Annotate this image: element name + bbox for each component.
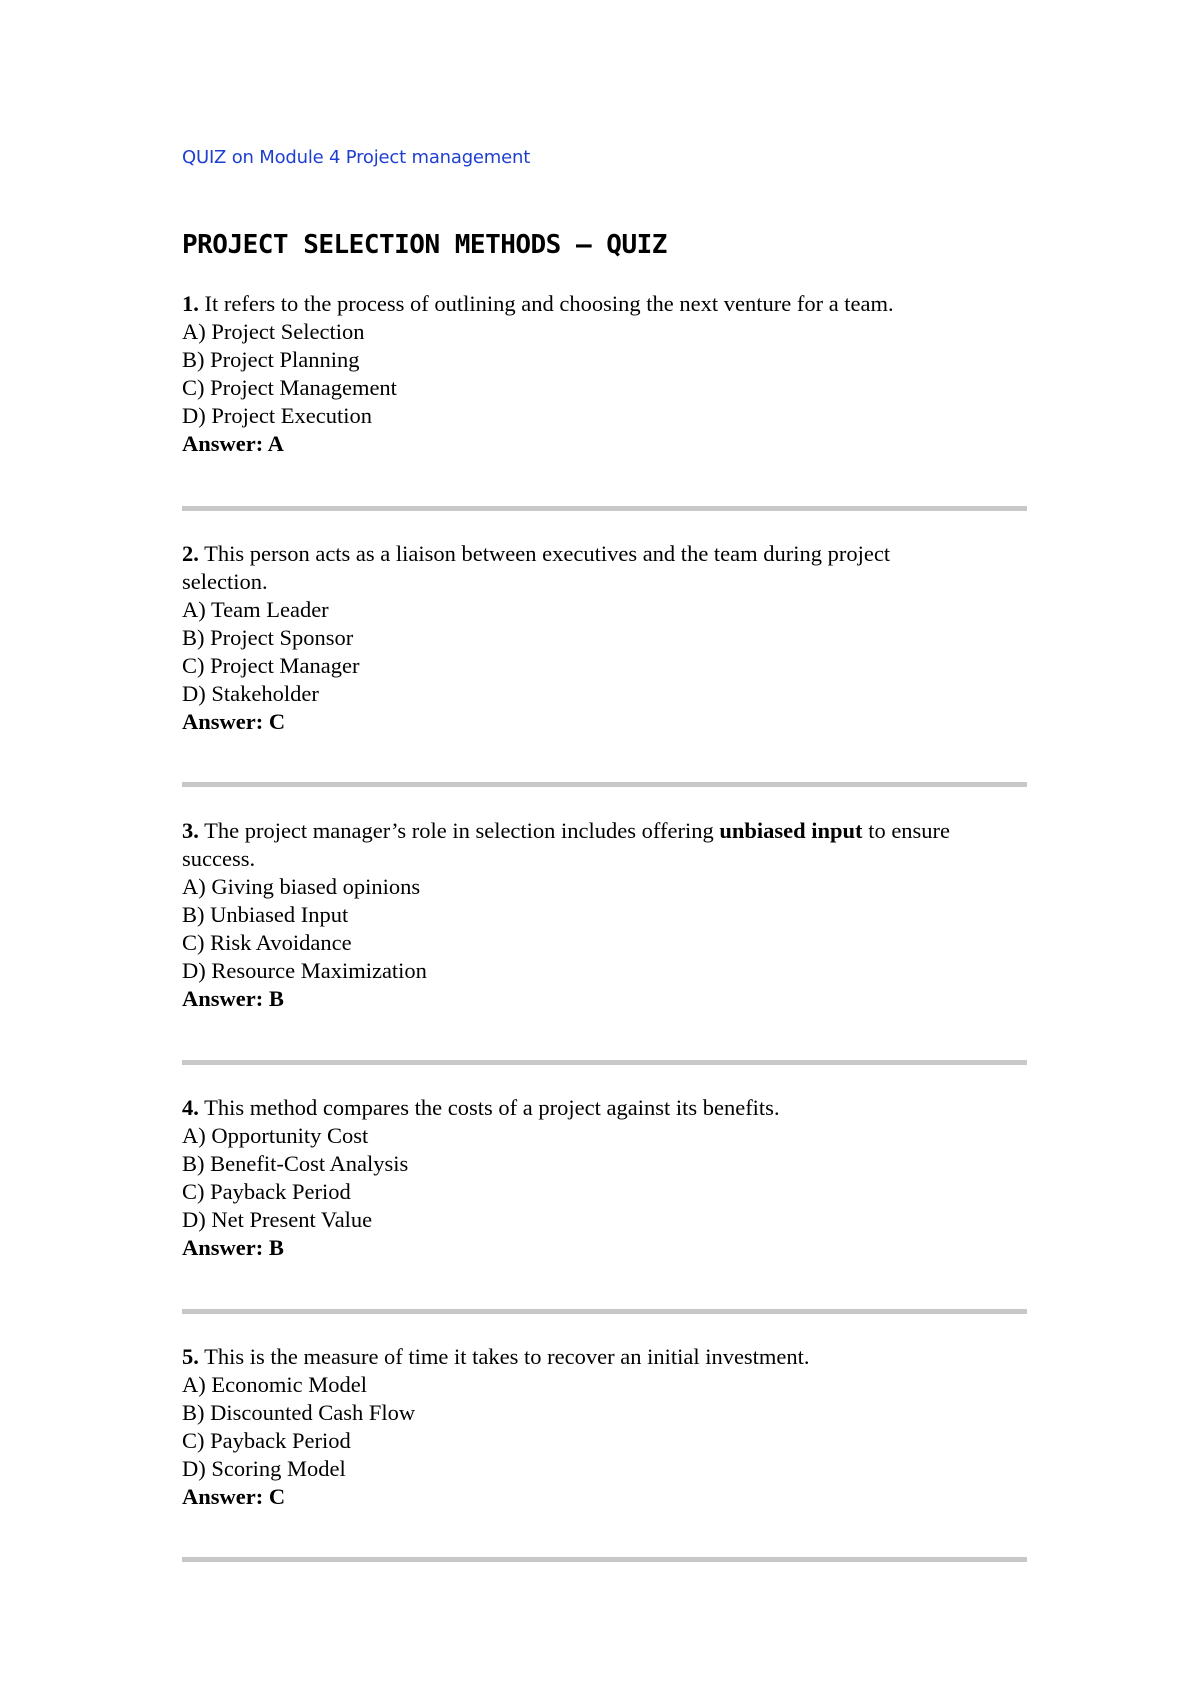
option-b: B) Discounted Cash Flow (182, 1400, 416, 1425)
option-a: A) Economic Model (182, 1372, 367, 1397)
question-prompt-continued: success. (182, 846, 256, 871)
question-number: 1. (182, 291, 199, 316)
option-a: A) Team Leader (182, 597, 329, 622)
option-c: C) Project Manager (182, 653, 360, 678)
question-text (182, 540, 1027, 568)
question-emphasis: unbiased input (719, 818, 863, 843)
question-text (182, 290, 1027, 318)
divider (182, 1309, 1027, 1314)
question-1 (182, 290, 1027, 458)
option-b: B) Benefit-Cost Analysis (182, 1151, 409, 1176)
option-c: C) Payback Period (182, 1428, 351, 1453)
answer: Answer: A (182, 431, 284, 456)
option-b: B) Unbiased Input (182, 902, 349, 927)
divider (182, 782, 1027, 787)
question-4 (182, 1094, 1027, 1262)
option-c: C) Payback Period (182, 1179, 351, 1204)
question-prompt: The project manager’s role in selection includes offering (198, 818, 720, 843)
option-a: A) Giving biased opinions (182, 874, 421, 899)
quiz-title: PROJECT SELECTION METHODS – QUIZ (182, 230, 667, 260)
option-c: C) Risk Avoidance (182, 930, 352, 955)
question-prompt: This person acts as a liaison between executives and the team during project (198, 541, 891, 566)
question-2 (182, 540, 1027, 736)
option-d: D) Resource Maximization (182, 958, 427, 983)
divider (182, 1060, 1027, 1065)
answer: Answer: C (182, 1484, 286, 1509)
answer: Answer: B (182, 986, 284, 1011)
question-prompt: It refers to the process of outlining and choosing the next venture for a team. (198, 291, 894, 316)
question-number: 5. (182, 1344, 199, 1369)
module-header: QUIZ on Module 4 Project management (182, 147, 531, 168)
question-text (182, 1343, 1027, 1371)
option-d: D) Stakeholder (182, 681, 319, 706)
divider (182, 1557, 1027, 1562)
question-number: 2. (182, 541, 199, 566)
question-prompt: This method compares the costs of a project against its benefits. (198, 1095, 780, 1120)
question-text (182, 817, 1027, 845)
question-prompt: This is the measure of time it takes to recover an initial investment. (198, 1344, 810, 1369)
question-number: 4. (182, 1095, 199, 1120)
option-d: D) Net Present Value (182, 1207, 373, 1232)
question-prompt-continued: selection. (182, 569, 268, 594)
answer: Answer: C (182, 709, 286, 734)
question-prompt-end: to ensure (862, 818, 951, 843)
option-b: B) Project Planning (182, 347, 360, 372)
question-5 (182, 1343, 1027, 1511)
option-a: A) Opportunity Cost (182, 1123, 369, 1148)
question-text (182, 1094, 1027, 1122)
option-d: D) Scoring Model (182, 1456, 346, 1481)
option-b: B) Project Sponsor (182, 625, 354, 650)
option-d: D) Project Execution (182, 403, 372, 428)
option-c: C) Project Management (182, 375, 397, 400)
question-3 (182, 817, 1027, 1013)
question-number: 3. (182, 818, 199, 843)
divider (182, 506, 1027, 511)
answer: Answer: B (182, 1235, 284, 1260)
option-a: A) Project Selection (182, 319, 365, 344)
